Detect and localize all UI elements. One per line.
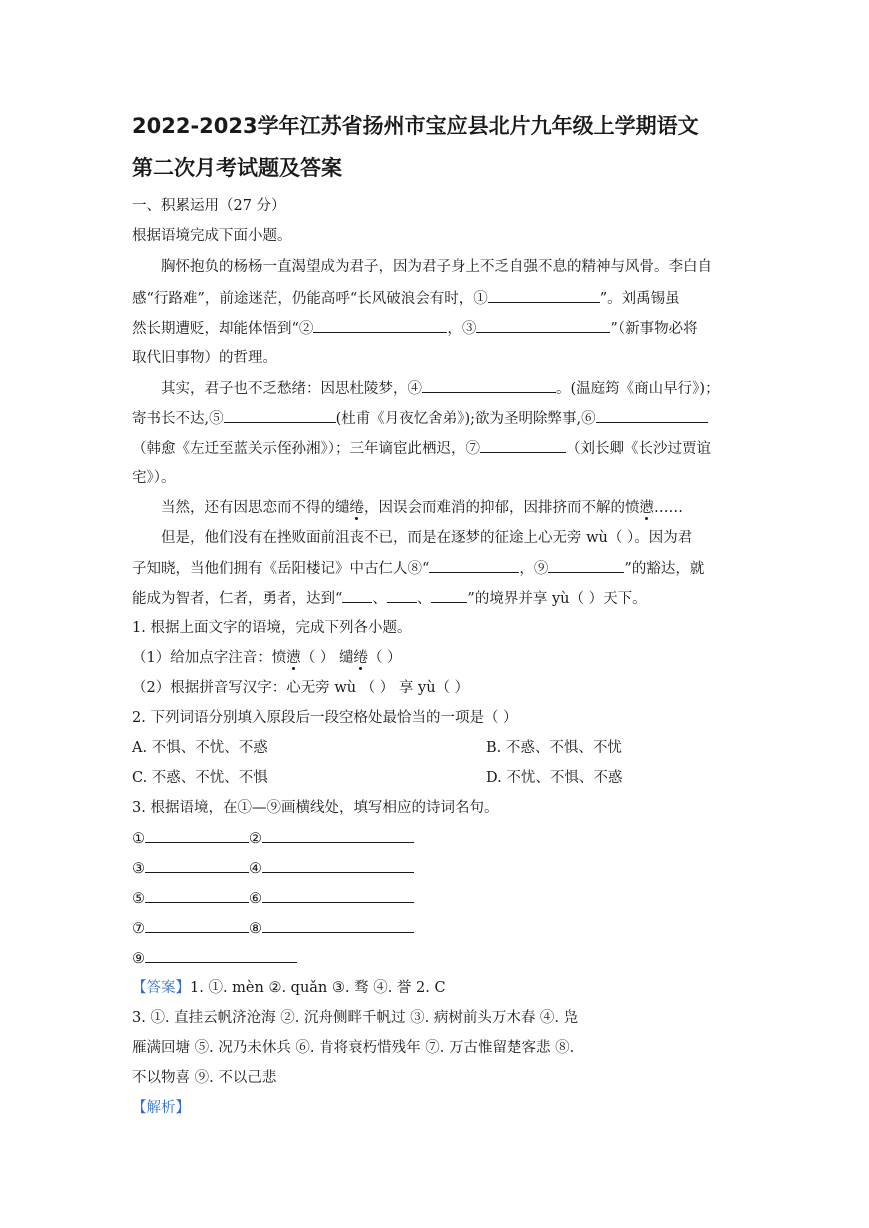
answer-line: 不以物喜 ⑨. 不以己悲 [132, 1070, 277, 1086]
option-d: D. 不忧、不惧、不惑 [486, 770, 623, 786]
passage-line: 寄书长不达,⑤ (杜甫《月夜忆舍弟》);欲为圣明除弊事,⑥ [132, 408, 708, 429]
blank-line [145, 858, 249, 873]
option-a: A. 不惧、不忧、不惑 [132, 740, 268, 756]
answer-blank-row: ⑤ ⑥ [132, 888, 414, 909]
blank-line [342, 588, 372, 603]
answer-line: 【答案】1. ①. mèn ②. quǎn ③. 骛 ④. 誉 2. C [132, 980, 446, 996]
question-1: 1. 根据上面文字的语境，完成下列各小题。 [132, 620, 412, 636]
blank-line [224, 408, 336, 423]
answer-line: 雁满回塘 ⑤. 况乃未休兵 ⑥. 肯将衰朽惜残年 ⑦. 万古惟留楚客悲 ⑧. [132, 1040, 575, 1056]
passage-line: 但是，他们没有在挫败面前沮丧不已，而是在逐梦的征途上心无旁 wù（ ）。因为君 [161, 530, 693, 546]
answer-line: 3. ①. 直挂云帆济沧海 ②. 沉舟侧畔千帆过 ③. 病树前头万木春 ④. 凫 [132, 1010, 579, 1026]
section-heading: 一、积累运用（27 分） [132, 198, 286, 214]
answer-blank-row: ⑨ [132, 948, 297, 969]
passage-line: 能成为智者，仁者，勇者，达到“ 、 、 ”的境界并享 yù（ ）天下。 [132, 588, 647, 609]
answer-blank-row: ① ② [132, 828, 414, 849]
blank-line [145, 828, 249, 843]
blank-line [262, 828, 414, 843]
blank-line [429, 558, 519, 573]
blank-line [431, 588, 467, 603]
blank-line [596, 408, 708, 423]
question-1-part-2: （2）根据拼音写汉字：心无旁 wù （ ） 享 yù（ ） [132, 680, 470, 696]
passage-line: 其实，君子也不乏愁绪：因思杜陵梦，④ 。(温庭筠《商山早行》)； [161, 378, 720, 399]
passage-line: 感“行路难”，前途迷茫，仍能高呼“长风破浪会有时，① ”。刘禹锡虽 [132, 288, 680, 309]
blank-line [145, 888, 249, 903]
blank-line [488, 288, 600, 303]
blank-line [262, 858, 414, 873]
blank-line [145, 948, 297, 963]
analysis-tag: 【解析】 [132, 1100, 190, 1116]
passage-line: 子知晓，当他们拥有《岳阳楼记》中古仁人⑧“ ，⑨ ”的豁达，就 [132, 558, 704, 579]
passage-line: （韩愈《左迁至蓝关示侄孙湘》）；三年谪宦此栖迟，⑦ （刘长卿《长沙过贾谊 [132, 438, 711, 459]
instruction-text: 根据语境完成下面小题。 [132, 228, 292, 244]
question-2: 2. 下列词语分别填入原段后一段空格处最恰当的一项是（ ） [132, 710, 518, 726]
passage-line: 然长期遭贬，却能体悟到“② ，③ ”（新事物必将 [132, 318, 698, 339]
doc-title-line-1: 2022-2023学年江苏省扬州市宝应县北片九年级上学期语文 [132, 114, 699, 138]
blank-line [262, 918, 414, 933]
answer-tag: 【答案】 [132, 980, 190, 996]
blank-line [422, 378, 556, 393]
answer-blank-row: ③ ④ [132, 858, 414, 879]
blank-line [145, 918, 249, 933]
option-c: C. 不惑、不忧、不惧 [132, 770, 268, 786]
passage-line: 宅》）。 [132, 470, 176, 486]
blank-line [476, 318, 610, 333]
question-3: 3. 根据语境，在①—⑨画横线处，填写相应的诗词名句。 [132, 800, 499, 816]
answer-blank-row: ⑦ ⑧ [132, 918, 414, 939]
blank-line [480, 438, 566, 453]
option-b: B. 不惑、不惧、不忧 [486, 740, 622, 756]
blank-line [313, 318, 447, 333]
question-1-part-1: （1）给加点字注音：愤懑（ ） 缱绻（ ） [132, 650, 402, 666]
blank-line [387, 588, 417, 603]
blank-line [548, 558, 624, 573]
passage-line: 胸怀抱负的杨杨一直渴望成为君子，因为君子身上不乏自强不息的精神与风骨。李白自 [161, 259, 712, 275]
passage-line: 当然，还有因思恋而不得的缱绻，因误会而难消的抑郁，因排挤而不解的愤懑…… [161, 500, 683, 516]
blank-line [262, 888, 414, 903]
passage-line: 取代旧事物）的哲理。 [132, 350, 277, 366]
doc-title-line-2: 第二次月考试题及答案 [132, 156, 342, 180]
